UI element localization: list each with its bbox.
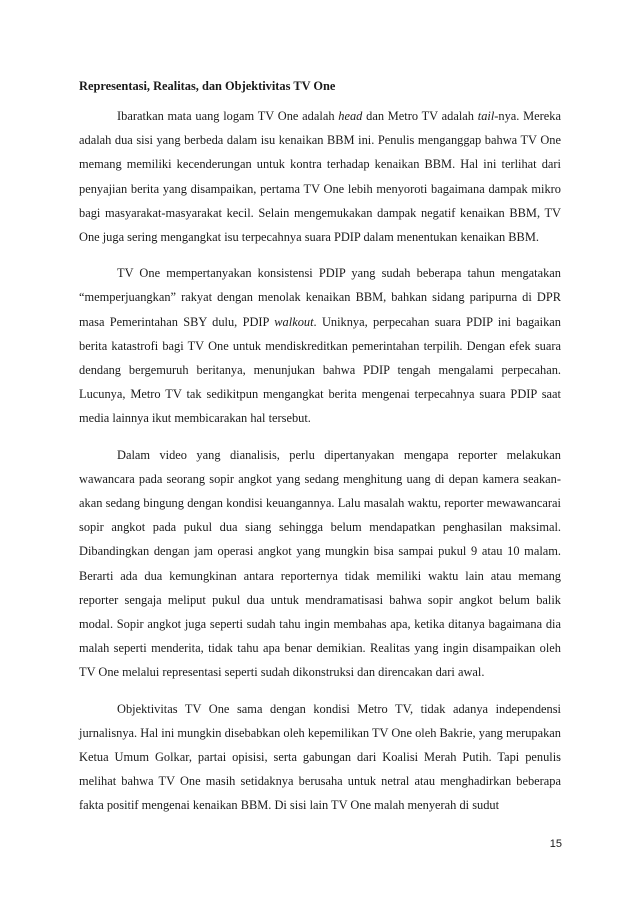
paragraph-text: TV One mempertanyakan konsistensi PDIP yang sudah beberapa tahun mengatakan “memperjuangkan” rakyat dengan menolak kenaikan BBM, bahkan sidang paripurna di DPR masa Pemerintahan SBY dulu, PDIP — [79, 266, 561, 329]
italic-text: walkout — [274, 314, 314, 329]
paragraph-text: -nya. Mereka adalah dua sisi yang berbeda dalam isu kenaikan BBM ini. Penulis menganggap bahwa TV One memang memiliki kecenderungan untuk kontra terhadap kenaikan BBM. Hal ini terlihat dari penyajian berita yang disampaikan, pertama TV One lebih menyoroti bagaimana dampak mikro bagi masyarakat-masyarakat kecil. Selain mengemukakan dampak negatif kenaikan BBM, TV One juga sering mengangkat isu terpecahnya suara PDIP dalam menentukan kenaikan BBM. — [79, 109, 561, 245]
section-heading: Representasi, Realitas, dan Objektivitas TV One — [79, 79, 336, 93]
paragraph-3 — [79, 443, 561, 685]
paragraph-text: . Uniknya, perpecahan suara PDIP ini bagaikan berita katastrofi bagi TV One untuk mendiskreditkan pemerintahan terpilih. Dengan efek suara dendang bergemuruh beritanya, menunjukan bahwa PDIP tengah mengalami perpecahan. Lucunya, Metro TV tak sedikitpun mengangkat berita mengenai terpecahnya suara PDIP saat media lainnya ikut membicarakan hal tersebut. — [79, 314, 561, 426]
paragraph-text: dan Metro TV adalah — [362, 109, 478, 123]
page-number: 15 — [549, 838, 562, 850]
italic-text: head — [338, 109, 363, 123]
paragraph-2 — [79, 261, 561, 430]
paragraph-text: Ibaratkan mata uang logam TV One adalah — [117, 109, 339, 123]
paragraph-4 — [79, 697, 561, 818]
paragraph-text: Dalam video yang dianalisis, perlu dipertanyakan mengapa reporter melakukan wawancara pada seorang sopir angkot yang sedang menghitung uang di depan kamera seakan-akan sedang bingung dengan kondisi keuangannya. Lalu masalah waktu, reporter mewawancarai sopir angkot pada pukul dua siang sehingga belum mendapatkan penghasilan maksimal. Dibandingkan dengan jam operasi angkot yang mungkin bisa sampai pukul 9 atau 10 malam. Berarti ada dua kemungkinan antara reporternya tidak memiliki waktu lain atau memang reporter sengaja meliput pukul dua untuk mendramatisasi bahwa sopir angkot belum balik modal. Sopir angkot juga seperti sudah tahu ingin membahas apa, ketika ditanya bagaimana dia malah seperti menderita, tidak tahu apa benar demikian. Realitas yang ingin disampaikan oleh TV One melalui representasi seperti sudah dikonstruksi dan direncakan dari awal. — [79, 447, 561, 680]
body-text — [79, 104, 561, 830]
italic-text: tail — [477, 109, 495, 123]
paragraph-text: Objektivitas TV One sama dengan kondisi Metro TV, tidak adanya independensi jurnalisnya. Hal ini mungkin disebabkan oleh kepemilikan TV One oleh Bakrie, yang merupakan Ketua Umum Golkar, partai opisisi, serta gabungan dari Koalisi Merah Putih. Tapi penulis melihat bahwa TV One masih setidaknya berusaha untuk netral atau menghadirkan beberapa fakta positif mengenai kenaikan BBM. Di sisi lain TV One malah menyerah di sudut — [79, 701, 561, 813]
paragraph-1 — [79, 104, 561, 249]
